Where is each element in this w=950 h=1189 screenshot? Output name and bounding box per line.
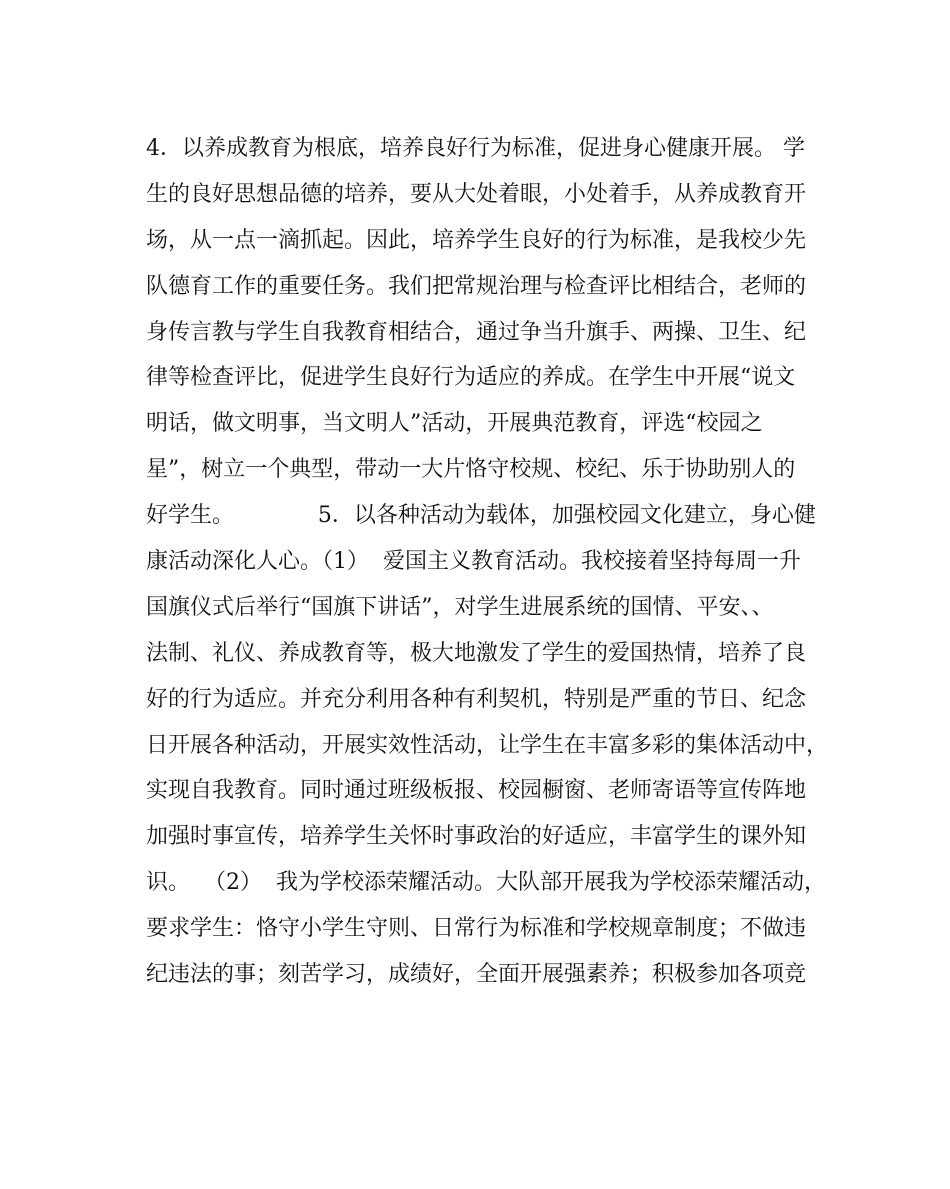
text-line: 纪违法的事；刻苦学习，成绩好，全面开展强素养；积极参加各项竞 — [146, 962, 807, 988]
text-line: 加强时事宣传，培养学生关怀时事政治的好适应，丰富学生的课外知 — [146, 824, 807, 850]
text-line: 4．以养成教育为根底，培养良好行为标准，促进身心健康开展。 学 — [146, 136, 805, 161]
text-line: 要求学生：恪守小学生守则、日常行为标准和学校规章制度；不做违 — [146, 916, 807, 942]
text-line: 实现自我教育。同时通过班级板报、校园橱窗、老师寄语等宣传阵地 — [146, 778, 807, 804]
text-line: 国旗仪式后举行“国旗下讲话”，对学生进展系统的国情、平安、、 — [146, 594, 774, 620]
text-line: 法制、礼仪、养成教育等，极大地激发了学生的爱国热情，培养了良 — [146, 640, 807, 666]
text-line: 好学生。 5．以各种活动为载体，加强校园文化建立，身心健 — [146, 503, 816, 529]
text-line: 律等检查评比，促进学生良好行为适应的养成。在学生中开展“说文 — [146, 365, 796, 391]
text-line: 生的良好思想品德的培养，要从大处着眼，小处着手，从养成教育开 — [146, 181, 807, 207]
body-text — [146, 126, 829, 998]
text-line: 队德育工作的重要任务。我们把常规治理与检查评比相结合，老师的 — [146, 273, 807, 299]
text-line: 识。 （2） 我为学校添荣耀活动。大队部开展我为学校添荣耀活动， — [146, 870, 826, 896]
text-line: 康活动深化人心。（1） 爱国主义教育活动。我校接着坚持每周一升 — [146, 549, 801, 575]
text-line: 身传言教与学生自我教育相结合，通过争当升旗手、两操、卫生、纪 — [146, 319, 807, 345]
text-line: 场，从一点一滴抓起。因此，培养学生良好的行为标准，是我校少先 — [146, 227, 807, 253]
text-line: 好的行为适应。并充分利用各种有利契机，特别是严重的节日、纪念 — [146, 686, 807, 712]
text-line: 明话，做文明事，当文明人”活动，开展典范教育，评选“校园之 — [146, 411, 763, 437]
text-line: 星”，树立一个典型，带动一大片恪守校规、校纪、乐于协助别人的 — [146, 457, 796, 483]
text-line: 日开展各种活动，开展实效性活动，让学生在丰富多彩的集体活动中， — [146, 732, 829, 758]
